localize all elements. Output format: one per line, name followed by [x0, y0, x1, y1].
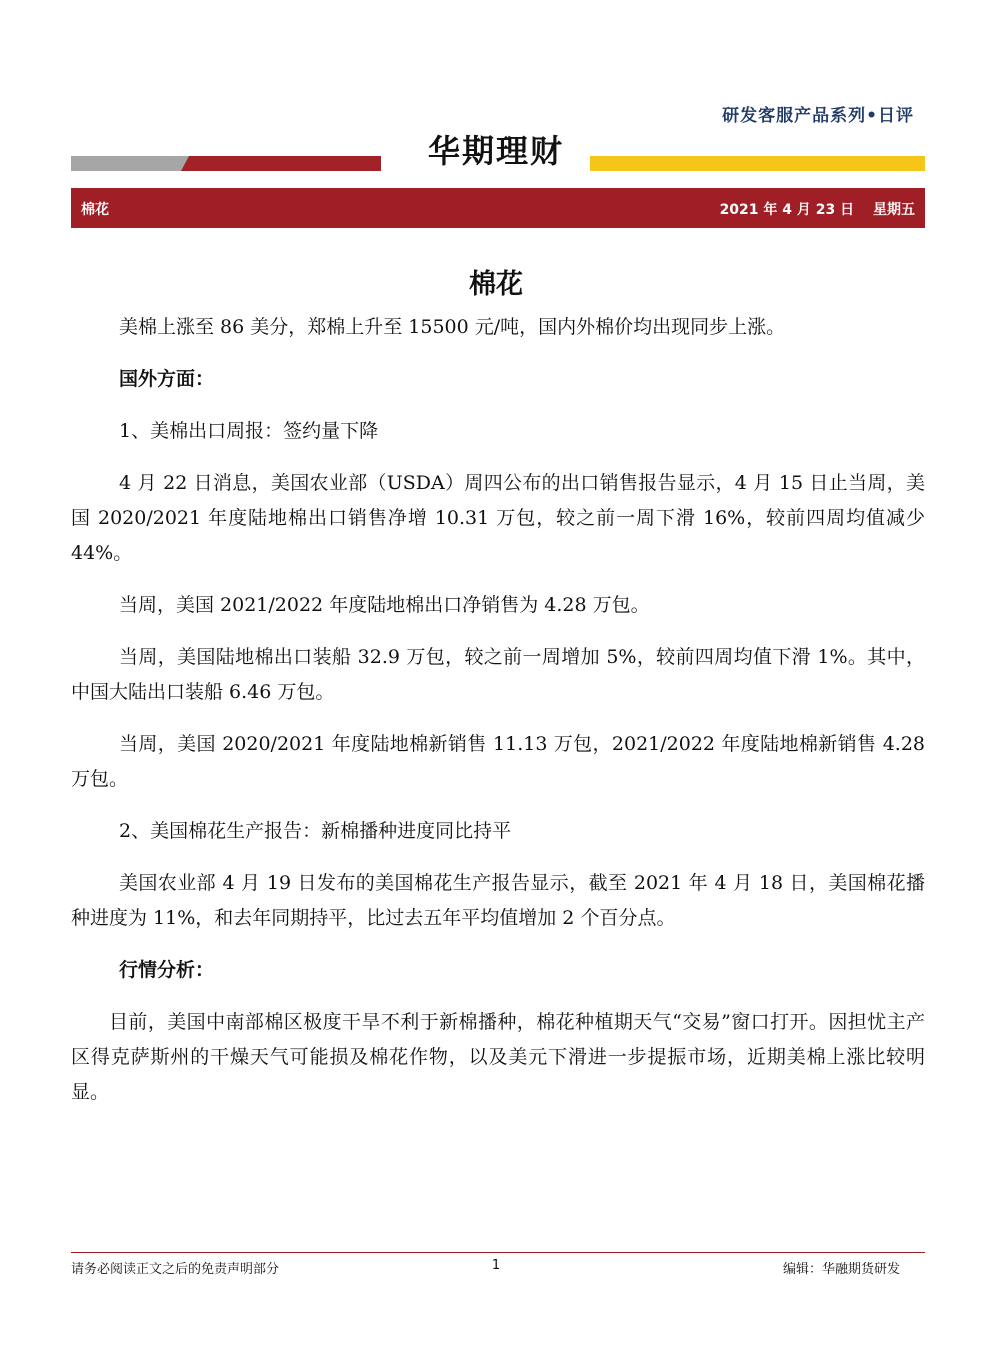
footer-divider: [71, 1252, 925, 1253]
page-number: 1: [491, 1258, 501, 1273]
paragraph-analysis: 目前，美国中南部棉区极度干旱不利于新棉播种，棉花种植期天气“交易”窗口打开。因担忧主产区得克萨斯州的干燥天气可能损及棉花作物，以及美元下滑进一步提振市场，近期美棉上涨比较明显。: [71, 1011, 925, 1103]
subheading-production-report: 2、美国棉花生产报告：新棉播种进度同比持平: [119, 820, 512, 842]
footer-disclaimer: 请务必阅读正文之后的免责声明部分: [71, 1262, 280, 1277]
paragraph-shipments: 当周，美国陆地棉出口装船 32.9 万包，较之前一周增加 5%，较前四周均值下滑 1%。其中，中国大陆出口装船 6.46 万包。: [71, 646, 925, 703]
section-heading-overseas: 国外方面：: [119, 368, 215, 390]
category-label: 棉花: [81, 202, 109, 218]
header-band: [71, 188, 925, 228]
decor-bar-left: [71, 156, 381, 171]
paragraph-export-sales: 4 月 22 日消息，美国农业部（USDA）周四公布的出口销售报告显示，4 月 15 日止当周，美国 2020/2021 年度陆地棉出口销售净增 10.31 万包，较之前一周下滑 16%，较前四周均值减少 44%。: [71, 472, 925, 564]
paragraph-planting-progress: 美国农业部 4 月 19 日发布的美国棉花生产报告显示，截至 2021 年 4 月 18 日，美国棉花播种进度为 11%，和去年同期持平，比过去五年平均值增加 2 个百分点。: [71, 872, 926, 929]
subheading-export-report: 1、美棉出口周报：签约量下降: [119, 420, 379, 442]
decor-bar-gray: [71, 156, 191, 171]
brand-title: 华期理财: [427, 132, 564, 170]
paragraph-new-sales: 当周，美国 2020/2021 年度陆地棉新销售 11.13 万包，2021/2022 年度陆地棉新销售 4.28 万包。: [71, 733, 925, 790]
date-label: 2021 年 4 月 23 日 星期五: [719, 202, 915, 218]
paragraph-net-sales: 当周，美国 2021/2022 年度陆地棉出口净销售为 4.28 万包。: [119, 594, 650, 616]
article-body: [71, 310, 925, 1110]
footer-editor: 编辑：华融期货研发: [782, 1262, 900, 1277]
section-heading-analysis: 行情分析：: [119, 959, 215, 981]
decor-bar-right: [590, 156, 925, 171]
decor-bar-red: [181, 156, 381, 171]
article-title: 棉花: [469, 269, 523, 300]
paragraph-summary: 美棉上涨至 86 美分，郑棉上升至 15500 元/吨，国内外棉价均出现同步上涨。: [119, 316, 786, 338]
series-label: 研发客服产品系列•日评: [722, 106, 914, 126]
